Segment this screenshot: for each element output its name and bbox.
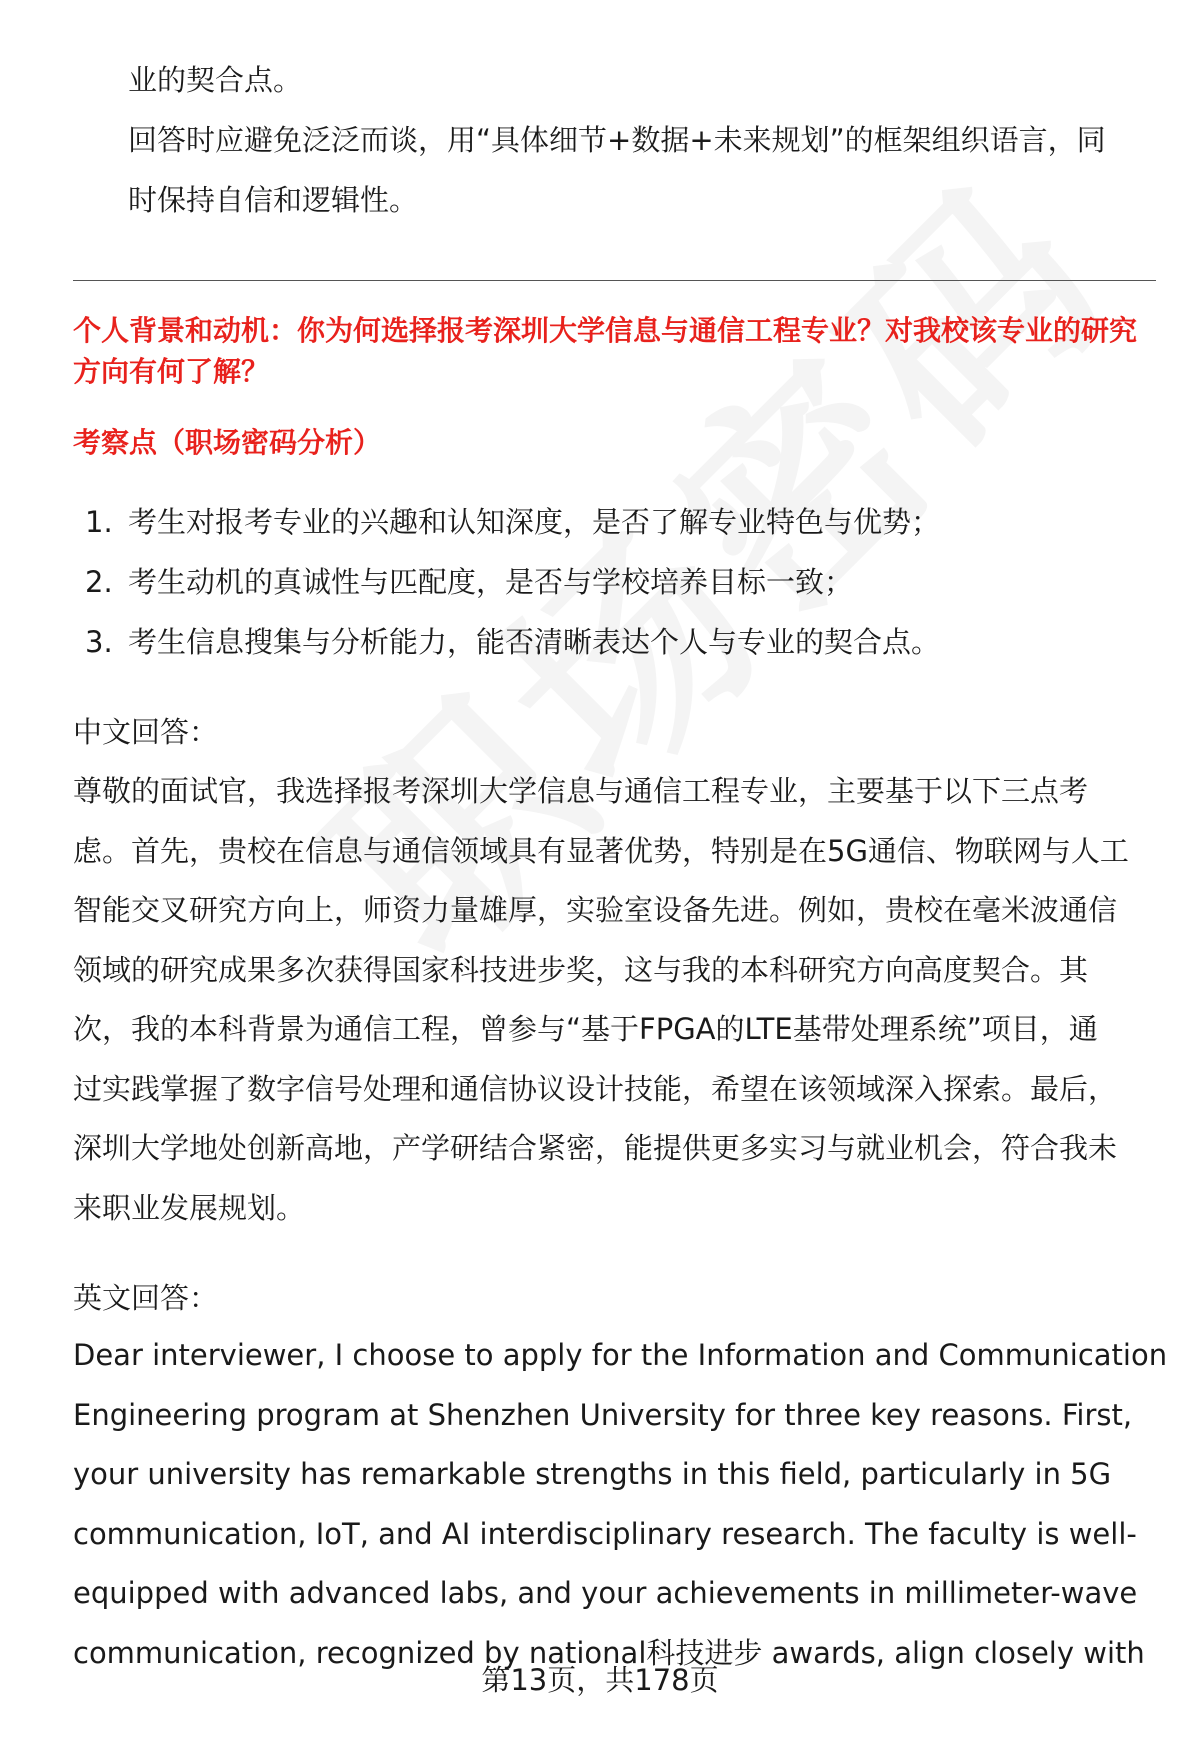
answer-line: equipped with advanced labs, and your achievements in millimeter-wave xyxy=(73,1576,1138,1610)
answer-line: Engineering program at Shenzhen University for three key reasons. First, xyxy=(73,1397,1133,1432)
list-text: 考生动机的真诚性与匹配度，是否与学校培养目标一致； xyxy=(128,565,854,599)
answer-line: 过实践掌握了数字信号处理和通信协议设计技能，希望在该领域深入探索。最后， xyxy=(73,1071,1118,1106)
chinese-answer xyxy=(73,762,1129,1238)
list-text: 考生对报考专业的兴趣和认知深度，是否了解专业特色与优势； xyxy=(128,505,941,539)
english-answer-label: 英文回答： xyxy=(73,1281,219,1315)
answer-line: communication, IoT, and AI interdisciplinary research. The faculty is well- xyxy=(73,1516,1137,1551)
paragraph-line: 回答时应避免泛泛而谈，用“具体细节+数据+未来规划”的框架组织语言，同 xyxy=(128,123,1106,157)
answer-line: Dear interviewer, I choose to apply for the Information and Communication xyxy=(73,1338,1168,1372)
list-number: 2. xyxy=(85,565,113,599)
answer-line: 尊敬的面试官，我选择报考深圳大学信息与通信工程专业，主要基于以下三点考 xyxy=(73,774,1089,808)
answer-line: 智能交叉研究方向上，师资力量雄厚，实验室设备先进。例如，贵校在毫米波通信 xyxy=(73,893,1118,927)
answer-line: communication, recognized by national科技进步 awards, align closely with xyxy=(73,1635,1145,1670)
answer-line: 来职业发展规划。 xyxy=(73,1190,306,1225)
answer-line: 次，我的本科背景为通信工程，曾参与“基于FPGA的LTE基带处理系统”项目，通 xyxy=(73,1012,1098,1046)
answer-line: 虑。首先，贵校在信息与通信领域具有显著优势，特别是在5G通信、物联网与人工 xyxy=(73,833,1129,868)
list-text: 考生信息搜集与分析能力，能否清晰表达个人与专业的契合点。 xyxy=(128,625,941,659)
answer-line: your university has remarkable strengths in this field, particularly in 5G xyxy=(73,1457,1112,1491)
answer-line: 深圳大学地处创新高地，产学研结合紧密，能提供更多实习与就业机会，符合我未 xyxy=(73,1131,1118,1165)
chinese-answer-label: 中文回答： xyxy=(73,715,219,749)
question-heading: 个人背景和动机：你为何选择报考深圳大学信息与通信工程专业？对我校该专业的研究方向有何了解？ xyxy=(73,314,1138,388)
page-number: 第13页，共178页 xyxy=(481,1663,719,1697)
paragraph-line: 时保持自信和逻辑性。 xyxy=(128,183,419,217)
list-number: 3. xyxy=(85,625,113,659)
section-divider xyxy=(73,280,1156,281)
english-answer xyxy=(73,1326,1167,1683)
section-heading: 考察点（职场密码分析） xyxy=(73,426,382,459)
list-number: 1. xyxy=(85,505,113,539)
answer-line: 领域的研究成果多次获得国家科技进步奖，这与我的本科研究方向高度契合。其 xyxy=(73,952,1089,987)
paragraph-line: 业的契合点。 xyxy=(128,63,303,97)
